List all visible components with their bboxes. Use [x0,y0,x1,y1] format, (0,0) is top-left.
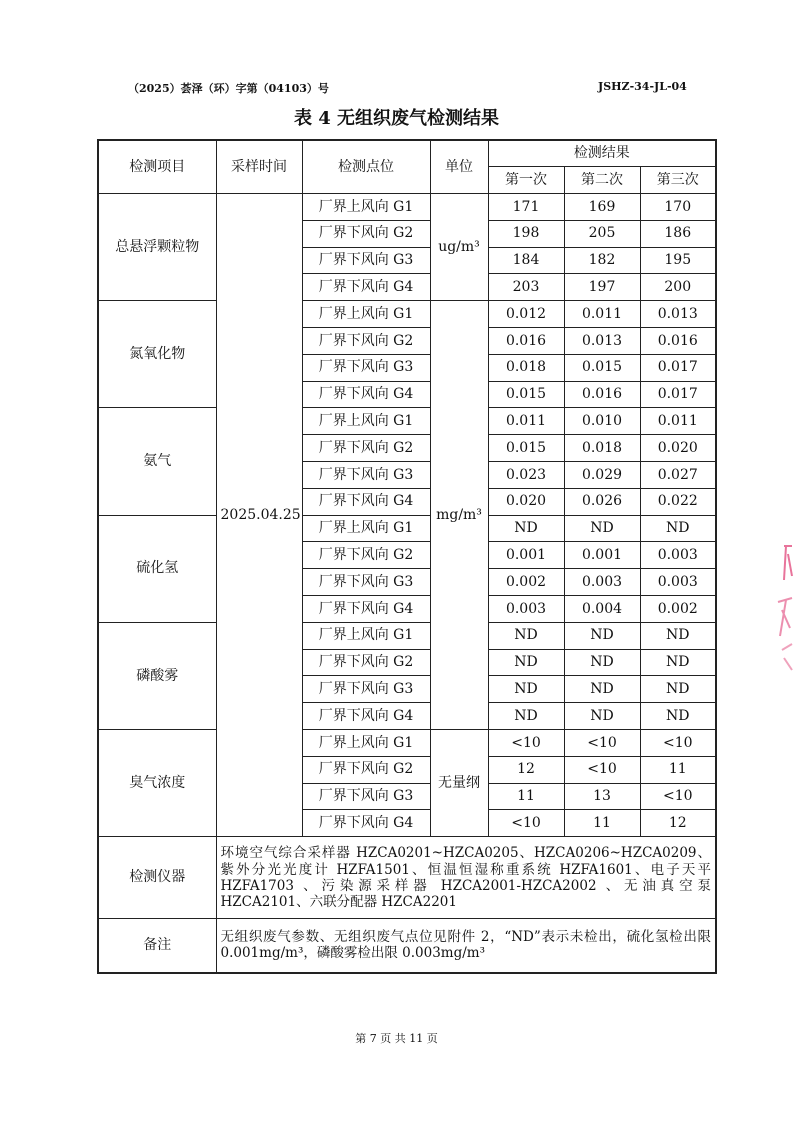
result-value: <10 [564,756,640,783]
point-name: 厂界上风向 G1 [302,622,430,649]
result-value: <10 [564,730,640,757]
point-name: 厂界下风向 G3 [302,462,430,489]
result-value: <10 [488,810,564,837]
result-value: 0.026 [564,488,640,515]
result-value: 205 [564,220,640,247]
point-name: 厂界下风向 G3 [302,676,430,703]
result-value: 0.003 [640,542,716,569]
result-value: 169 [564,194,640,221]
table-row [98,408,716,435]
header-result: 检测结果 [488,140,716,167]
page-number: 第 7 页 共 11 页 [355,1032,438,1045]
result-value: ND [564,622,640,649]
header-first: 第一次 [488,167,564,194]
result-value: ND [488,676,564,703]
result-value: 0.011 [564,301,640,328]
result-value: ND [488,622,564,649]
result-value: 182 [564,247,640,274]
point-name: 厂界下风向 G2 [302,756,430,783]
red-stamp-fragment [770,540,793,700]
point-name: 厂界下风向 G2 [302,220,430,247]
result-value: ND [488,515,564,542]
point-name: 厂界上风向 G1 [302,301,430,328]
unit-cell: ug/m³ [430,194,488,301]
point-name: 厂界上风向 G1 [302,515,430,542]
point-name: 厂界下风向 G4 [302,488,430,515]
remarks-row [98,919,716,973]
item-name: 硫化氢 [98,515,216,622]
table-row [98,622,716,649]
point-name: 厂界下风向 G4 [302,810,430,837]
result-value: 12 [488,756,564,783]
result-value: ND [488,649,564,676]
point-name: 厂界下风向 G3 [302,783,430,810]
sampling-date: 2025.04.25 [216,194,302,837]
result-value: ND [488,703,564,730]
result-value: 12 [640,810,716,837]
result-value: 0.022 [640,488,716,515]
instruments-label: 检测仪器 [98,837,216,919]
result-value: <10 [640,783,716,810]
point-name: 厂界上风向 G1 [302,730,430,757]
table-row [98,301,716,328]
result-value: 0.016 [640,328,716,355]
result-value: 0.027 [640,462,716,489]
result-value: 0.003 [488,596,564,623]
result-value: 0.002 [640,596,716,623]
result-value: 186 [640,220,716,247]
item-name: 氮氧化物 [98,301,216,408]
item-name: 氨气 [98,408,216,515]
header-third: 第三次 [640,167,716,194]
result-value: 0.001 [564,542,640,569]
result-value: <10 [640,730,716,757]
result-value: 0.004 [564,596,640,623]
point-name: 厂界下风向 G2 [302,542,430,569]
remarks-label: 备注 [98,919,216,973]
point-name: 厂界下风向 G4 [302,596,430,623]
item-name: 磷酸雾 [98,622,216,729]
result-value: ND [564,649,640,676]
table-row [98,515,716,542]
result-value: ND [640,515,716,542]
result-value: 0.002 [488,569,564,596]
point-name: 厂界下风向 G4 [302,381,430,408]
point-name: 厂界下风向 G2 [302,435,430,462]
result-value: ND [640,703,716,730]
item-name: 总悬浮颗粒物 [98,194,216,301]
result-value: 0.018 [564,435,640,462]
result-value: 0.015 [488,435,564,462]
result-value: <10 [488,730,564,757]
result-value: 0.020 [488,488,564,515]
unit-cell: 无量纲 [430,730,488,837]
result-value: 0.020 [640,435,716,462]
point-name: 厂界下风向 G3 [302,354,430,381]
result-value: 0.001 [488,542,564,569]
point-name: 厂界下风向 G3 [302,247,430,274]
result-value: 170 [640,194,716,221]
result-value: 0.016 [488,328,564,355]
header-unit: 单位 [430,140,488,194]
instruments-row [98,837,716,919]
result-value: 0.017 [640,381,716,408]
result-value: ND [640,676,716,703]
result-value: 11 [488,783,564,810]
result-value: 203 [488,274,564,301]
result-value: 0.013 [640,301,716,328]
result-value: 195 [640,247,716,274]
item-name: 臭气浓度 [98,730,216,837]
result-value: 13 [564,783,640,810]
result-value: ND [640,622,716,649]
result-value: 200 [640,274,716,301]
header-item: 检测项目 [98,140,216,194]
result-value: 0.016 [564,381,640,408]
form-code: JSHZ-34-JL-04 [598,80,687,93]
table-title: 表 4 无组织废气检测结果 [293,108,500,129]
point-name: 厂界下风向 G2 [302,328,430,355]
report-number: （2025）荟泽（环）字第（04103）号 [128,82,329,95]
point-name: 厂界下风向 G4 [302,274,430,301]
point-name: 厂界下风向 G2 [302,649,430,676]
result-value: ND [564,676,640,703]
point-name: 厂界上风向 G1 [302,194,430,221]
table-row [98,730,716,757]
result-value: ND [564,515,640,542]
result-value: 0.011 [488,408,564,435]
unit-cell: mg/m³ [430,301,488,730]
result-value: 0.015 [564,354,640,381]
result-value: ND [640,649,716,676]
remarks-text: 无组织废气参数、无组织废气点位见附件 2，“ND”表示未检出，硫化氢检出限 0.001mg/m³，磷酸雾检出限 0.003mg/m³ [216,919,716,973]
result-value: 197 [564,274,640,301]
result-value: 0.012 [488,301,564,328]
point-name: 厂界上风向 G1 [302,408,430,435]
result-value: 0.015 [488,381,564,408]
result-value: 0.017 [640,354,716,381]
result-value: 0.013 [564,328,640,355]
header-time: 采样时间 [216,140,302,194]
result-value: 0.011 [640,408,716,435]
result-value: 184 [488,247,564,274]
point-name: 厂界下风向 G4 [302,703,430,730]
header-point: 检测点位 [302,140,430,194]
result-value: 0.010 [564,408,640,435]
point-name: 厂界下风向 G3 [302,569,430,596]
result-value: 0.029 [564,462,640,489]
result-value: ND [564,703,640,730]
result-value: 11 [564,810,640,837]
result-value: 0.003 [564,569,640,596]
result-value: 0.003 [640,569,716,596]
instruments-text: 环境空气综合采样器 HZCA0201~HZCA0205、HZCA0206~HZCA0209、紫外分光光度计 HZFA1501、恒温恒湿称重系统 HZFA1601、电子天平 HZFA1703 、污染源采样器 HZCA2001-HZCA2002 、无油真空泵 HZCA2101、六联分配器 HZCA2201 [216,837,716,919]
result-value: 11 [640,756,716,783]
result-value: 198 [488,220,564,247]
result-value: 0.023 [488,462,564,489]
result-value: 0.018 [488,354,564,381]
header-second: 第二次 [564,167,640,194]
header-row [98,140,716,167]
results-table [97,139,717,974]
result-value: 171 [488,194,564,221]
table-row [98,194,716,221]
